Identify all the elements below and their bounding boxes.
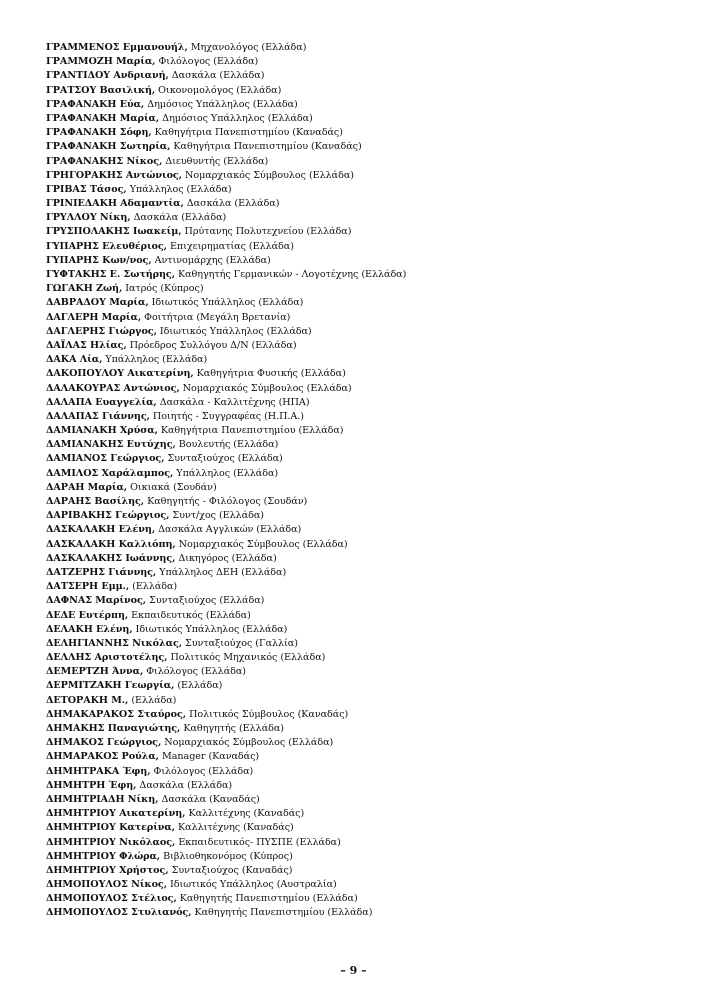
list-item [46,509,686,523]
list-item [46,609,686,623]
entry-name: ΔΑΜΙΑΝΑΚΗ Χρύσα, [46,425,158,437]
list-item [46,580,686,594]
entry-description: Φιλόλογος (Ελλάδα) [150,765,254,777]
entry-description: Δασκάλα - Καλλιτέχνης (ΗΠΑ) [156,396,310,408]
list-item [46,750,686,764]
list-item [46,112,686,126]
entry-description: Φοιτήτρια (Μεγάλη Βρετανία) [141,311,291,323]
list-item [46,183,686,197]
entry-name: ΓΡΑΜΜΕΝΟΣ Εμμανουήλ, [46,42,188,53]
entry-description: Ιατρός (Κύπρος) [122,283,204,295]
entry-description: Ιδιωτικός Υπάλληλος (Ελλάδα) [148,297,304,309]
entry-description: Καθηγήτρια Φυσικής (Ελλάδα) [193,368,346,380]
entry-description: Καλλιτέχνης (Καναδάς) [185,808,305,820]
entry-description: Συνταξιούχος (Ελλάδα) [146,595,265,607]
entry-name: ΔΕΔΕ Ευτέρπη, [46,609,129,621]
list-item [46,793,686,807]
entry-description: Ιδιωτικός Υπάλληλος (Ελλάδα) [132,623,288,635]
entry-name: ΔΗΜΗΤΡΙΟΥ Νικόλαος, [46,836,176,848]
list-item [46,836,686,850]
entry-description: Βουλευτής (Ελλάδα) [175,439,279,451]
entry-description: Ιδιωτικός Υπάλληλος (Ελλάδα) [156,325,312,337]
list-item [46,325,686,339]
entry-description: Πρύτανης Πολυτεχνείου (Ελλάδα) [181,226,352,238]
entry-name: ΔΕΛΛΗΣ Αριστοτέλης, [46,652,168,664]
list-item [46,637,686,651]
list-item [46,523,686,537]
entry-description: Καθηγήτρια Πανεπιστημίου (Ελλάδα) [157,425,344,437]
entry-name: ΔΑΡΑΗ Μαρία, [46,481,128,493]
list-item [46,339,686,353]
list-item [46,538,686,552]
entry-description: Εκπαιδευτικός- ΠΥΣΠΕ (Ελλάδα) [175,836,341,848]
entry-description: Μηχανολόγος (Ελλάδα) [187,42,307,53]
entry-name: ΔΕΤΟΡΑΚΗ Μ., [46,694,129,706]
list-item [46,126,686,140]
list-item [46,821,686,835]
entry-name: ΓΥΠΑΡΗΣ Ελευθέριος, [46,240,167,252]
entry-description: Υπάλληλος (Ελλάδα) [102,354,208,366]
entry-description: Οικονομολόγος (Ελλάδα) [155,84,282,96]
entry-description: Δασκάλα (Ελλάδα) [168,70,265,82]
list-item [46,736,686,750]
list-item [46,396,686,410]
entry-name: ΓΡΑΦΑΝΑΚΗ Σωτηρία, [46,141,171,153]
entry-name: ΔΗΜΟΠΟΥΛΟΣ Στέλιος, [46,893,177,905]
entry-description: Ποιητής - Συγγραφέας (Η.Π.Α.) [149,410,304,422]
list-item [46,594,686,608]
entry-description: Καθηγητής Πανεπιστημίου (Ελλάδα) [176,893,358,905]
list-item [46,98,686,112]
list-item [46,84,686,98]
entry-description: Νομαρχιακός Σύμβουλος (Ελλάδα) [175,538,348,550]
entry-name: ΔΕΜΕΡΤΖΗ Άννα, [46,666,144,678]
entry-name: ΔΗΜΟΠΟΥΛΟΣ Νίκος, [46,879,168,891]
list-item [46,467,686,481]
entry-description: Υπάλληλος ΔΕΗ (Ελλάδα) [156,566,287,578]
entry-name: ΔΗΜΑΡΑΚΟΣ Ρούλα, [46,751,159,763]
entry-name: ΔΗΜΗΤΡΙΑΔΗ Νίκη, [46,793,159,805]
entry-description: Οικιακά (Σουδάν) [127,481,217,493]
entry-description: Καθηγητής Γερμανικών - Λογοτέχνης (Ελλάδα) [175,269,407,280]
list-item [46,311,686,325]
entry-name: ΔΗΜΗΤΡΙΟΥ Αικατερίνη, [46,808,186,820]
entry-description: Καθηγήτρια Πανεπιστημίου (Καναδάς) [170,141,362,153]
list-item [46,225,686,239]
page-number: – 9 – [340,964,367,977]
entry-name: ΔΑΣΚΑΛΑΚΗΣ Ιωάννης, [46,552,176,564]
entry-description: Δημόσιος Υπάλληλος (Ελλάδα) [159,112,313,124]
list-item [46,807,686,821]
list-item [46,722,686,736]
list-item [46,169,686,183]
entry-name: ΔΑΛΑΠΑΣ Γιάννης, [46,410,150,422]
entry-description: Δασκάλα (Ελλάδα) [136,779,233,791]
list-item [46,765,686,779]
entry-description: Συνταξιούχος (Ελλάδα) [164,453,283,465]
list-item [46,878,686,892]
entry-name: ΔΕΛΑΚΗ Ελένη, [46,623,133,635]
entry-name: ΓΥΠΑΡΗΣ Κων/νος, [46,254,152,266]
entry-name: ΔΕΛΗΓΙΑΝΝΗΣ Νικόλας, [46,637,183,649]
entry-name: ΔΗΜΟΠΟΥΛΟΣ Στυλιανός, [46,907,192,919]
list-item [46,410,686,424]
entry-description: (Ελλάδα) [128,694,177,706]
entry-name: ΔΑΓΛΕΡΗ Μαρία, [46,311,142,323]
list-item [46,140,686,154]
list-item [46,55,686,69]
entry-description: Δασκάλα (Ελλάδα) [183,198,280,210]
entry-description: Φιλόλογος (Ελλάδα) [155,56,259,68]
entry-name: ΔΑΜΙΑΝΑΚΗΣ Ευτύχης, [46,439,176,451]
list-item [46,296,686,310]
entry-name: ΔΗΜΗΤΡΙΟΥ Χρήστος, [46,864,169,876]
entry-name: ΔΗΜΑΚΗΣ Παναγιώτης, [46,723,181,734]
list-item [46,155,686,169]
entry-description: Πολιτικός Σύμβουλος (Καναδάς) [186,708,349,720]
list-item [46,438,686,452]
entry-description: Επιχειρηματίας (Ελλάδα) [166,240,294,252]
entry-name: ΔΑΓΛΕΡΗΣ Γιώργος, [46,325,157,337]
list-item [46,452,686,466]
entry-name: ΓΡΙΝΙΕΔΑΚΗ Αδαμαντία, [46,198,184,210]
entry-description: Διευθυντής (Ελλάδα) [162,155,269,167]
list-item [46,382,686,396]
entry-name: ΔΗΜΗΤΡΙΟΥ Κατερίνα, [46,822,176,834]
list-item [46,240,686,254]
entry-name: ΓΥΦΤΑΚΗΣ Ε. Σωτήρης, [46,269,176,280]
list-item [46,211,686,225]
entry-description: Καλλιτέχνης (Καναδάς) [175,822,294,834]
list-item [46,41,686,55]
entry-name: ΓΡΑΦΑΝΑΚΗ Εύα, [46,98,145,110]
entry-description: Υπάλληλος (Ελλάδα) [173,467,279,479]
entry-description: Συντ/χος (Ελλάδα) [169,510,264,522]
entry-description: Δασκάλα (Ελλάδα) [130,212,227,224]
entry-description: Καθηγητής (Ελλάδα) [180,723,284,734]
entry-name: ΔΕΡΜΙΤΖΑΚΗ Γεωργία, [46,680,175,692]
list-item [46,864,686,878]
entry-name: ΓΡΑΦΑΝΑΚΗ Μαρία, [46,112,160,124]
entry-description: Πολιτικός Μηχανικός (Ελλάδα) [167,652,326,664]
entry-name: ΓΩΓΑΚΗ Ζωή, [46,283,123,295]
list-item [46,481,686,495]
list-item [46,566,686,580]
entry-name: ΔΑΒΡΑΔΟΥ Μαρία, [46,297,149,309]
entry-name: ΓΡΙΒΑΣ Τάσος, [46,183,127,195]
entry-description: Υπάλληλος (Ελλάδα) [126,183,232,195]
list-item [46,651,686,665]
entry-description: Συνταξιούχος (Καναδάς) [168,864,293,876]
entry-description: Καθηγητής Πανεπιστημίου (Ελλάδα) [191,907,373,919]
entry-name: ΔΗΜΗΤΡΑΚΑ Έφη, [46,765,151,777]
list-item [46,708,686,722]
entry-description: (Ελλάδα) [174,680,223,692]
entry-description: Φιλόλογος (Ελλάδα) [143,666,246,678]
entry-name: ΔΑΛΑΠΑ Ευαγγελία, [46,396,157,408]
entry-description: Νομαρχιακός Σύμβουλος (Ελλάδα) [182,169,354,181]
entry-name: ΔΑΡΙΒΑΚΗΣ Γεώργιος, [46,510,170,522]
entry-name: ΔΗΜΗΤΡΗ Έφη, [46,779,137,791]
list-item [46,892,686,906]
entry-name: ΓΡΥΛΛΟΥ Νίκη, [46,212,131,224]
list-item [46,282,686,296]
entry-name: ΔΑΚΑ Λία, [46,354,103,366]
entry-description: Manager (Καναδάς) [158,751,260,763]
entry-name: ΔΑΣΚΑΛΑΚΗ Καλλιόπη, [46,538,176,550]
entry-name: ΓΡΑΦΑΝΑΚΗΣ Νίκος, [46,155,163,167]
entry-name: ΔΑΡΑΗΣ Βασίλης, [46,496,145,507]
list-item [46,424,686,438]
list-item [46,694,686,708]
entry-name: ΔΑΦΝΑΣ Μαρίνος, [46,595,147,607]
list-item [46,665,686,679]
entry-description: Συνταξιούχος (Γαλλία) [182,637,298,649]
list-item [46,906,686,920]
entry-description: Δημόσιος Υπάλληλος (Ελλάδα) [144,98,298,110]
entry-description: Νομαρχιακός Σύμβουλος (Ελλάδα) [179,382,352,394]
entry-name: ΔΑΣΚΑΛΑΚΗ Ελένη, [46,524,156,536]
list-item [46,353,686,367]
entry-name: ΔΗΜΑΚΟΣ Γεώργιος, [46,737,162,749]
entry-description: Αντινομάρχης (Ελλάδα) [151,254,271,266]
list-item [46,850,686,864]
entry-description: Πρόεδρος Συλλόγου Δ/Ν (Ελλάδα) [126,339,297,351]
entry-name: ΔΑΛΑΚΟΥΡΑΣ Αντώνιος, [46,382,180,394]
list-item [46,495,686,509]
entry-description: Δικηγόρος (Ελλάδα) [175,552,277,564]
entry-name: ΓΡΥΣΠΟΛΑΚΗΣ Ιωακείμ, [46,226,182,238]
name-list [46,41,686,921]
entry-name: ΔΑΪΛΑΣ Ηλίας, [46,339,127,351]
entry-description: Νομαρχιακός Σύμβουλος (Ελλάδα) [161,737,334,749]
entry-name: ΔΑΜΙΑΝΟΣ Γεώργιος, [46,453,165,465]
entry-name: ΓΡΑΤΣΟΥ Βασιλική, [46,84,156,96]
entry-name: ΓΡΗΓΟΡΑΚΗΣ Αντώνιος, [46,169,183,181]
entry-name: ΓΡΑΝΤΙΔΟΥ Ανδριανή, [46,70,169,82]
entry-description: Δασκάλα (Καναδάς) [158,793,260,805]
list-item [46,254,686,268]
list-item [46,69,686,83]
list-item [46,779,686,793]
entry-name: ΔΗΜΑΚΑΡΑΚΟΣ Σταύρος, [46,708,187,720]
entry-description: Καθηγητής - Φιλόλογος (Σουδάν) [144,496,308,507]
list-item [46,623,686,637]
list-item [46,679,686,693]
entry-description: Δασκάλα Αγγλικών (Ελλάδα) [155,524,302,536]
list-item [46,367,686,381]
list-item [46,197,686,211]
entry-description: Εκπαιδευτικός (Ελλάδα) [128,609,251,621]
list-item [46,552,686,566]
entry-name: ΔΑΜΙΛΟΣ Χαράλαμπος, [46,467,174,479]
entry-description: Ιδιωτικός Υπάλληλος (Αυστραλία) [167,879,337,891]
entry-name: ΔΑΤΖΕΡΗΣ Γιάννης, [46,566,157,578]
entry-description: Βιβλιοθηκονόμος (Κύπρος) [160,850,293,862]
entry-name: ΔΑΤΣΕΡΗ Εμμ., [46,581,130,593]
entry-description: Καθηγήτρια Πανεπιστημίου (Καναδάς) [151,127,343,139]
entry-description: (Ελλάδα) [129,581,178,593]
entry-name: ΔΗΜΗΤΡΙΟΥ Φλώρα, [46,850,161,862]
list-item [46,268,686,282]
entry-name: ΔΑΚΟΠΟΥΛΟΥ Αικατερίνη, [46,368,194,380]
entry-name: ΓΡΑΦΑΝΑΚΗ Σόφη, [46,127,152,139]
entry-name: ΓΡΑΜΜΟΖΗ Μαρία, [46,56,156,68]
